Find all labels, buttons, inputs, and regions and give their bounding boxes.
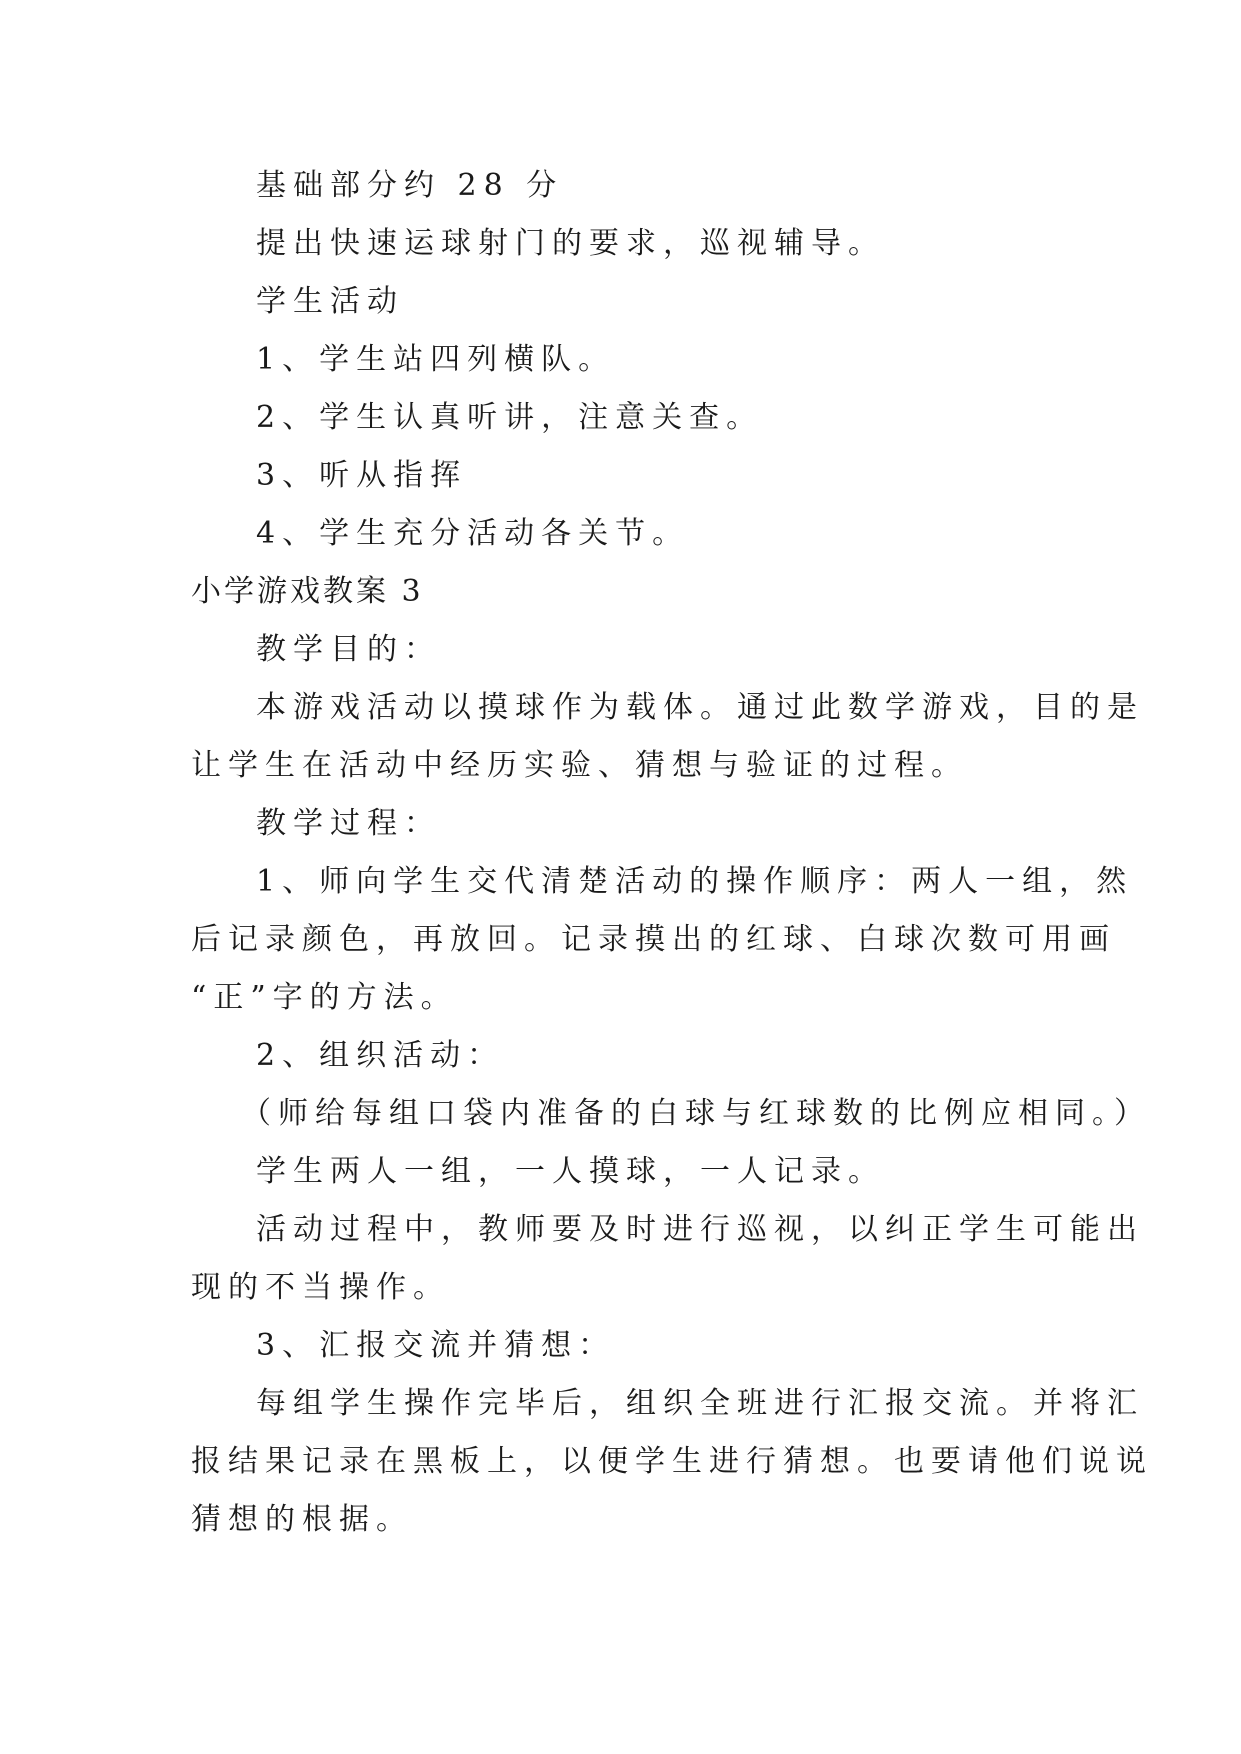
paragraph-line: （师给每组口袋内准备的白球与红球数的比例应相同。） xyxy=(241,1096,1151,1131)
subheading-teaching-goal: 教学目的： xyxy=(256,632,441,667)
paragraph-line: 后记录颜色，再放回。记录摸出的红球、白球次数可用画 xyxy=(191,922,1116,957)
paragraph-line: 活动过程中，教师要及时进行巡视，以纠正学生可能出 xyxy=(256,1212,1144,1247)
basic-section-line: 基础部分约 28 分 xyxy=(256,168,564,203)
paragraph-line: 本游戏活动以摸球作为载体。通过此数学游戏，目的是 xyxy=(256,690,1144,725)
paragraph-line: 让学生在活动中经历实验、猜想与验证的过程。 xyxy=(191,748,968,783)
list-item: 2、组织活动： xyxy=(256,1038,505,1073)
list-item: 4、学生充分活动各关节。 xyxy=(256,516,690,551)
paragraph-line: 每组学生操作完毕后，组织全班进行汇报交流。并将汇 xyxy=(256,1386,1144,1421)
paragraph-line: 猜想的根据。 xyxy=(191,1502,413,1537)
section-title: 小学游戏教案 3 xyxy=(191,574,424,609)
subheading-student-activity: 学生活动 xyxy=(256,284,404,319)
paragraph-line: 提出快速运球射门的要求，巡视辅导。 xyxy=(256,226,885,261)
list-item: 3、听从指挥 xyxy=(256,458,468,493)
paragraph-line: 学生两人一组，一人摸球，一人记录。 xyxy=(256,1154,885,1189)
list-item: 2、学生认真听讲，注意关查。 xyxy=(256,400,764,435)
paragraph-line: 报结果记录在黑板上，以便学生进行猜想。也要请他们说说 xyxy=(191,1444,1153,1479)
list-item: 3、汇报交流并猜想： xyxy=(256,1328,616,1363)
paragraph-line: “正”字的方法。 xyxy=(191,980,458,1015)
subheading-teaching-process: 教学过程： xyxy=(256,806,441,841)
paragraph-line: 现的不当操作。 xyxy=(191,1270,450,1305)
list-item: 1、学生站四列横队。 xyxy=(256,342,616,377)
paragraph-line: 1、师向学生交代清楚活动的操作顺序：两人一组，然 xyxy=(256,864,1134,899)
